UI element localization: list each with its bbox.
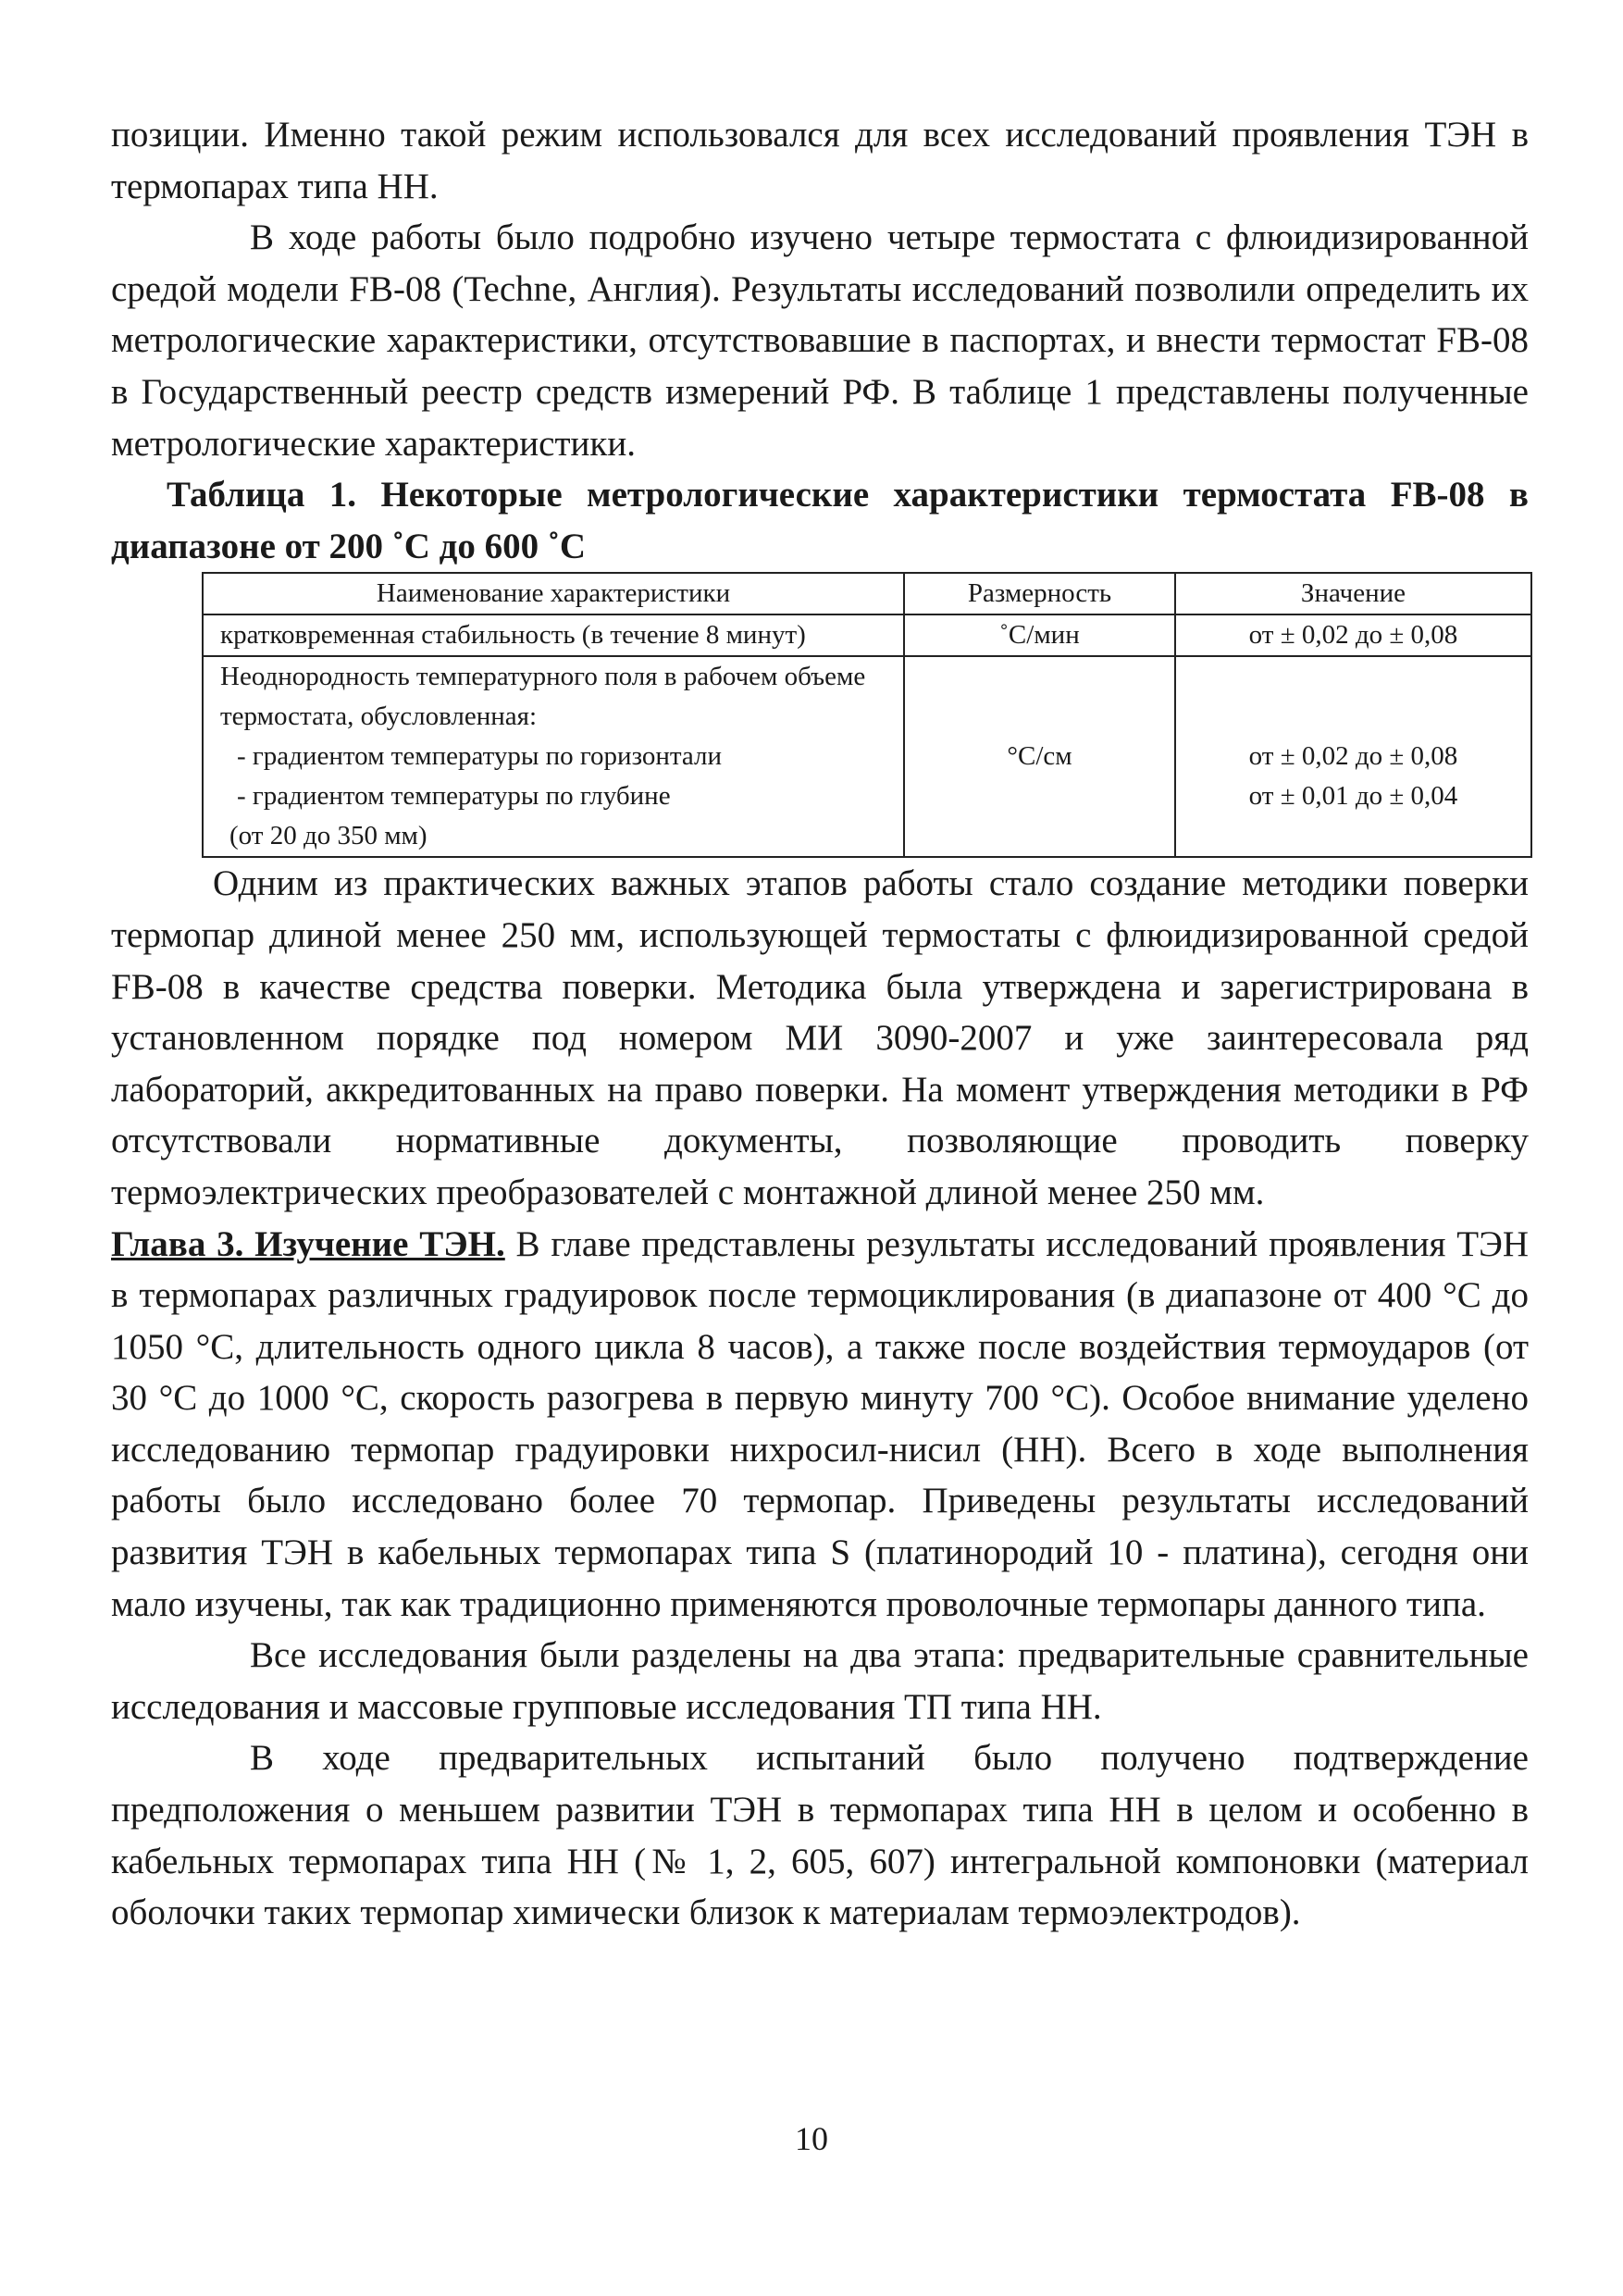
paragraph-method: Одним из практических важных этапов работы стало создание методики поверки термопар длиной менее 250 мм, использующей термостаты с флюидизированной средой FB-08 в качестве средства поверки. Методика была утверждена и зарегистрирована в установленном порядке под номером МИ 3090-2007 и уже заинтересовала ряд лабораторий, аккредитованных на право поверки. На момент утверждения методики в РФ отсутствовали нормативные документы, позволяющие проводить поверку термоэлектрических преобразователей с монтажной длиной менее 250 мм. bbox=[111, 863, 1529, 1212]
metrology-table bbox=[202, 572, 1532, 858]
header-value: Значение bbox=[1175, 573, 1531, 614]
uniformity-depth-range: (от 20 до 350 мм) bbox=[229, 821, 427, 851]
uniformity-value-depth: от ± 0,01 до ± 0,04 bbox=[1248, 781, 1458, 812]
paragraph-intro: позиции. Именно такой режим использовался для всех исследований проявления ТЭН в термопарах типа НН. bbox=[111, 115, 1529, 206]
paragraph-prelim: В ходе предварительных испытаний было получено подтверждение предположения о меньшем развитии ТЭН в термопарах типа НН в целом и особенно в кабельных термопарах типа НН (№ 1, 2, 605, 607) интегральной компоновки (материал оболочки таких термопар химически близок к материалам термоэлектродов). bbox=[111, 1738, 1529, 1933]
uniformity-value-horizontal: от ± 0,02 до ± 0,08 bbox=[1248, 741, 1458, 772]
cell-value-uniformity bbox=[1175, 656, 1531, 857]
cell-unit-uniformity bbox=[904, 656, 1175, 857]
table-header-row bbox=[203, 573, 1531, 614]
chapter-text: В главе представлены результаты исследований проявления ТЭН в термопарах различных градуировок после термоциклирования (в диапазоне от 400 °С до 1050 °С, длительность одного цикла 8 часов), а также после воздействия термоударов (от 30 °С до 1000 °С, скорость разогрева в первую минуту 700 °С). Особое внимание уделено исследованию термопар градуировки нихросил-нисил (НН). Всего в ходе выполнения работы было исследовано более 70 термопар. Приведены результаты исследований развития ТЭН в кабельных термопарах типа S (платинородий 10 - платина), сегодня они мало изучены, так как традиционно применяются проволочные термопары данного типа. bbox=[111, 1223, 1530, 1624]
cell-value-stability: от ± 0,02 до ± 0,08 bbox=[1175, 614, 1531, 656]
table-row bbox=[203, 656, 1531, 857]
cell-unit-stability: ˚С/мин bbox=[904, 614, 1175, 656]
chapter-title: Глава 3. Изучение ТЭН. bbox=[111, 1223, 505, 1264]
paragraph-chapter3 bbox=[111, 1219, 1529, 1631]
header-unit: Размерность bbox=[904, 573, 1175, 614]
paragraph-stages: Все исследования были разделены на два этапа: предварительные сравнительные исследования и массовые групповые исследования ТП типа НН. bbox=[111, 1635, 1529, 1727]
document-page bbox=[111, 109, 1529, 1939]
header-name: Наименование характеристики bbox=[203, 573, 904, 614]
table-caption: Таблица 1. Некоторые метрологические характеристики термостата FB-08 в диапазоне от 200 ˚С до 600 ˚С bbox=[111, 475, 1529, 566]
uniformity-depth: - градиентом температуры по глубине bbox=[237, 781, 671, 812]
uniformity-horizontal: - градиентом температуры по горизонтали bbox=[237, 741, 723, 772]
page-number: 10 bbox=[795, 2120, 828, 2157]
uniformity-unit: °С/см bbox=[1007, 741, 1072, 772]
table-row bbox=[203, 614, 1531, 656]
uniformity-desc: Неоднородность температурного поля в рабочем объеме термостата, обусловленная: bbox=[220, 662, 866, 732]
cell-name-stability: кратковременная стабильность (в течение 8 минут) bbox=[203, 614, 904, 656]
cell-name-uniformity bbox=[203, 656, 904, 857]
paragraph-fb08: В ходе работы было подробно изучено четыре термостата с флюидизированной средой модели FB-08 (Techne, Англия). Результаты исследований позволили определить их метрологические характеристики, отсутствовавшие в паспортах, и внести термостат FB-08 в Государственный реестр средств измерений РФ. В таблице 1 представлены полученные метрологические характеристики. bbox=[111, 217, 1529, 464]
